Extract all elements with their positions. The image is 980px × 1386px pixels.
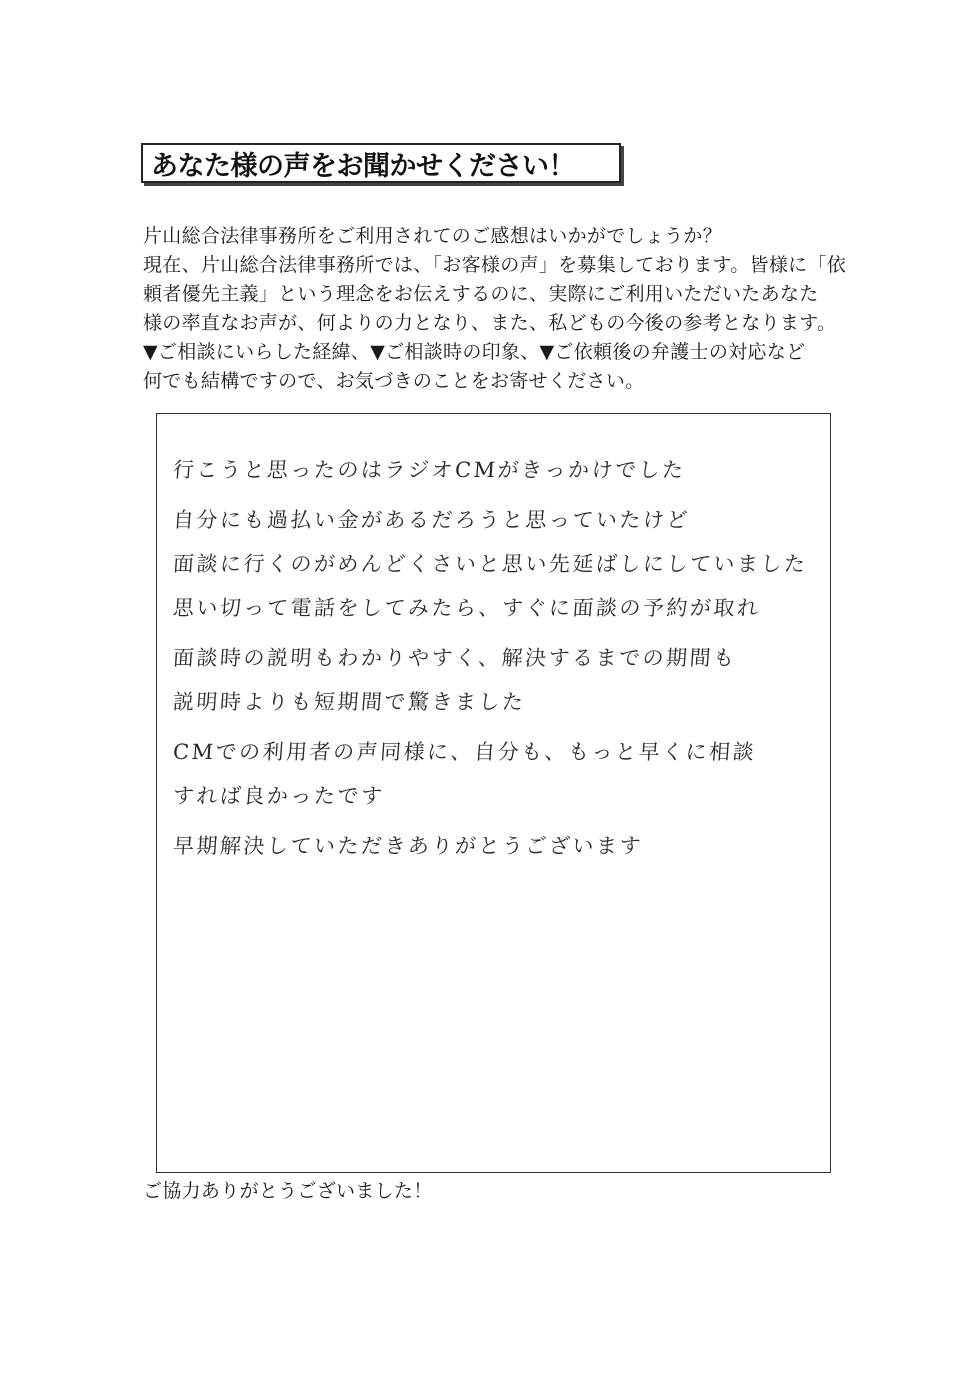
page-title: あなた様の声をお聞かせください！ xyxy=(151,150,575,182)
intro-line: 様の率直なお声が、何よりの力となり、また、私どもの今後の参考となります。 xyxy=(143,312,837,334)
handwritten-comment xyxy=(173,448,823,868)
comment-line: 説明時よりも短期間で驚きました xyxy=(172,690,527,714)
intro-line: ▼ご相談にいらした経緯、▼ご相談時の印象、▼ご依頼後の弁護士の対応など xyxy=(143,341,806,363)
intro-line: 頼者優先主義」という理念をお伝えするのに、実際にご利用いただいたあなた xyxy=(143,283,819,305)
intro-line: 現在、片山総合法律事務所では、「お客様の声」を募集しております。皆様に「依 xyxy=(143,254,847,276)
intro-line: 片山総合法律事務所をご利用されてのご感想はいかがでしょうか？ xyxy=(143,225,723,247)
intro-line: 何でも結構ですので、お気づきのことをお寄せください。 xyxy=(143,370,645,392)
comment-line: 自分にも過払い金があるだろうと思っていたけど xyxy=(172,508,691,532)
comment-line: 早期解決していただきありがとうございます xyxy=(172,834,644,858)
comment-box xyxy=(156,413,831,1173)
comment-line: すれば良かったです xyxy=(172,784,386,808)
comment-line: 行こうと思ったのはラジオCMがきっかけでした xyxy=(172,458,687,482)
thanks-message: ご協力ありがとうございました！ xyxy=(143,1180,433,1202)
intro-paragraph xyxy=(143,222,863,396)
comment-line: CMでの利用者の声同様に、自分も、もっと早くに相談 xyxy=(172,740,757,764)
title-box xyxy=(141,143,621,183)
comment-line: 思い切って電話をしてみたら、すぐに面談の予約が取れ xyxy=(172,596,762,620)
comment-line: 面談に行くのがめんどくさいと思い先延ばしにしていました xyxy=(172,552,809,576)
comment-line: 面談時の説明もわかりやすく、解決するまでの期間も xyxy=(172,646,738,670)
